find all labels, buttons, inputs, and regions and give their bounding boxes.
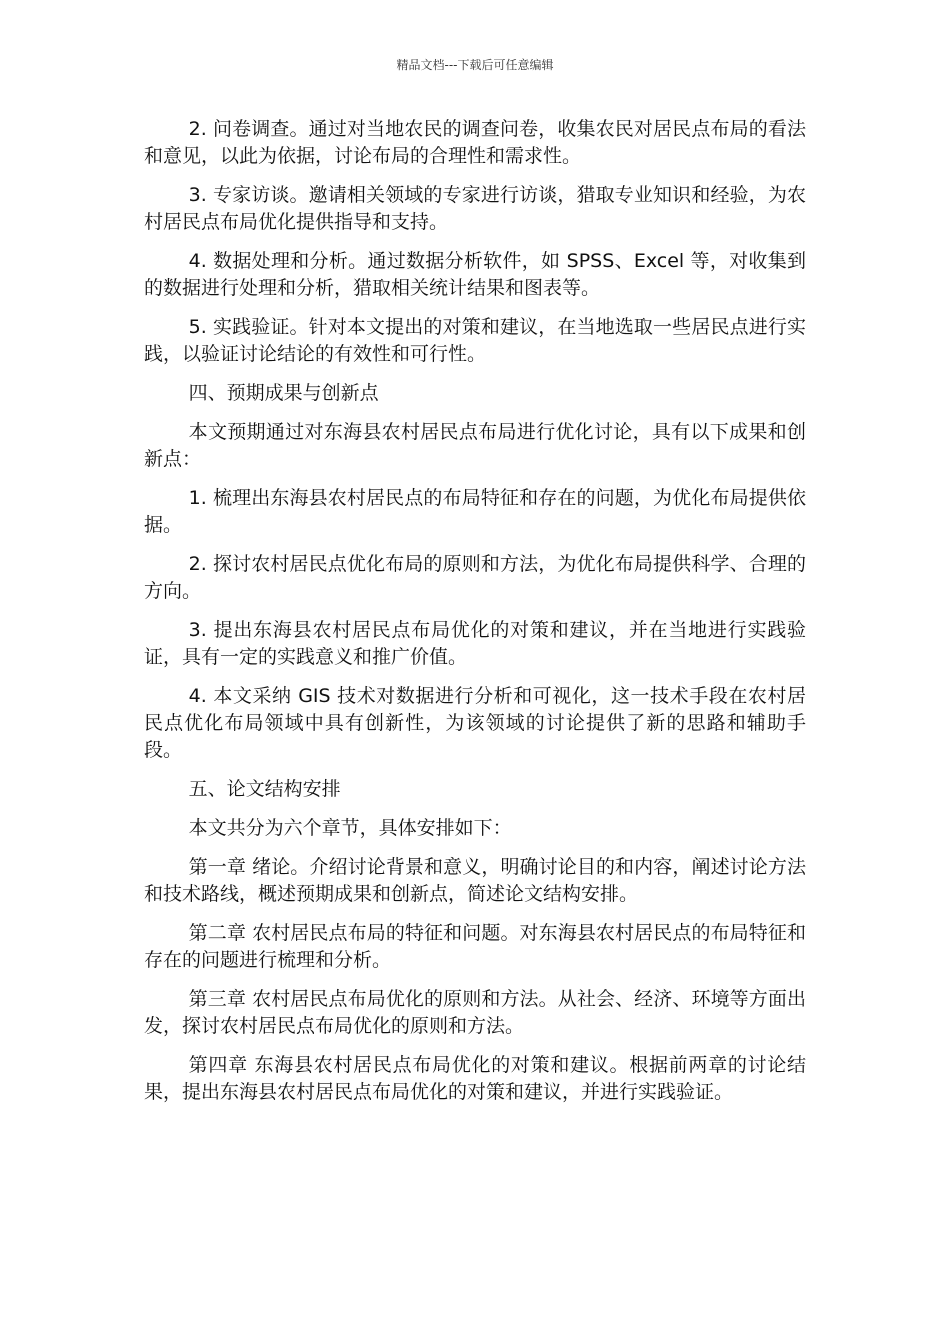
paragraph-chapter-1: 第一章 绪论。介绍讨论背景和意义，明确讨论目的和内容，阐述讨论方法和技术路线，概述预期成果和创新点，简述论文结构安排。 (144, 856, 806, 905)
paragraph-method-5: 5. 实践验证。针对本文提出的对策和建议，在当地选取一些居民点进行实践，以验证讨论结论的有效性和可行性。 (144, 316, 806, 365)
paragraph-method-4: 4. 数据处理和分析。通过数据分析软件，如 SPSS、Excel 等，对收集到的数据进行处理和分析，猎取相关统计结果和图表等。 (144, 250, 806, 299)
paragraph-chapter-2: 第二章 农村居民点布局的特征和问题。对东海县农村居民点的布局特征和存在的问题进行梳理和分析。 (144, 922, 806, 971)
paragraph-outcomes-intro: 本文预期通过对东海县农村居民点布局进行优化讨论，具有以下成果和创新点： (144, 421, 806, 470)
paragraph-chapter-3: 第三章 农村居民点布局优化的原则和方法。从社会、经济、环境等方面出发，探讨农村居民点布局优化的原则和方法。 (144, 988, 806, 1037)
document-body (144, 116, 806, 1118)
page-header: 精品文档---下载后可任意编辑 (396, 58, 554, 72)
paragraph-outcome-1: 1. 梳理出东海县农村居民点的布局特征和存在的问题，为优化布局提供依据。 (144, 487, 806, 536)
paragraph-outcome-4: 4. 本文采纳 GIS 技术对数据进行分析和可视化，这一技术手段在农村居民点优化布局领域中具有创新性，为该领域的讨论提供了新的思路和辅助手段。 (144, 685, 806, 761)
paragraph-outcome-2: 2. 探讨农村居民点优化布局的原则和方法，为优化布局提供科学、合理的方向。 (144, 553, 806, 602)
paragraph-method-3: 3. 专家访谈。邀请相关领域的专家进行访谈，猎取专业知识和经验，为农村居民点布局优化提供指导和支持。 (144, 184, 806, 233)
section-heading-4: 四、预期成果与创新点 (188, 382, 379, 404)
paragraph-structure-intro: 本文共分为六个章节，具体安排如下： (188, 817, 512, 839)
paragraph-method-2: 2. 问卷调查。通过对当地农民的调查问卷，收集农民对居民点布局的看法和意见，以此为依据，讨论布局的合理性和需求性。 (144, 118, 806, 167)
paragraph-outcome-3: 3. 提出东海县农村居民点布局优化的对策和建议，并在当地进行实践验证，具有一定的实践意义和推广价值。 (144, 619, 806, 668)
section-heading-5: 五、论文结构安排 (188, 778, 341, 800)
paragraph-chapter-4: 第四章 东海县农村居民点布局优化的对策和建议。根据前两章的讨论结果，提出东海县农村居民点布局优化的对策和建议，并进行实践验证。 (144, 1054, 806, 1103)
